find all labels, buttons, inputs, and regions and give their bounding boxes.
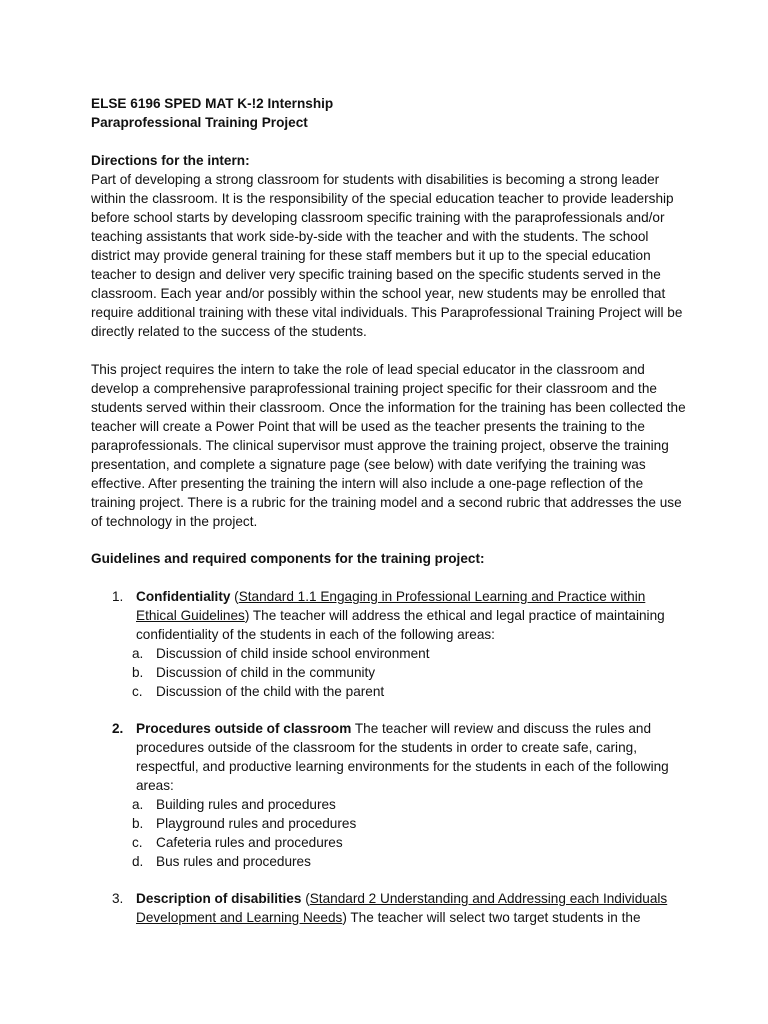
sub-item bbox=[112, 644, 687, 663]
sub-item bbox=[112, 852, 687, 871]
sub-letter: d. bbox=[132, 854, 144, 869]
sub-letter: b. bbox=[132, 816, 144, 831]
standard-open: ( bbox=[301, 891, 310, 906]
item-number: 2. bbox=[112, 721, 124, 736]
sub-text: Cafeteria rules and procedures bbox=[156, 835, 343, 850]
standard-link[interactable]: Standard 1.1 Engaging in Professional Learning and Practice within Ethical Guidelines bbox=[136, 589, 646, 623]
guidelines-heading-block bbox=[91, 549, 691, 568]
item-body: The teacher will review and discuss the rules and procedures outside of the classroom for the students in order to create safe, caring, respectful, and productive learning environments for the students in each of the following areas: bbox=[136, 721, 669, 793]
sub-letter: c. bbox=[132, 835, 143, 850]
sub-text: Bus rules and procedures bbox=[156, 854, 311, 869]
directions-section bbox=[91, 151, 691, 341]
guideline-item-procedures bbox=[112, 719, 687, 871]
guideline-item-confidentiality bbox=[112, 587, 687, 701]
item-body: ) The teacher will address the ethical and legal practice of maintaining confidentiality of the students in each of the following areas: bbox=[136, 608, 665, 642]
directions-paragraph-2: This project requires the intern to take the role of lead special educator in the classroom and develop a comprehensive paraprofessional training project specific for their classroom and the students served within their classroom. Once the information for the training has been collected the teacher will create a Power Point that will be used as the teacher presents the training to the paraprofessionals. The clinical supervisor must approve the training project, observe the training presentation, and complete a signature page (see below) with date verifying the training was effective. After presenting the training the intern will also include a one-page reflection of the training project. There is a rubric for the training model and a second rubric that addresses the use of technology in the project. bbox=[91, 362, 686, 529]
item-title: Procedures outside of classroom bbox=[136, 721, 352, 736]
directions-heading: Directions for the intern: bbox=[91, 153, 250, 168]
directions-paragraph-2-block bbox=[91, 360, 691, 531]
sub-letter: c. bbox=[132, 684, 143, 699]
item-number: 1. bbox=[112, 589, 124, 604]
directions-paragraph-1: Part of developing a strong classroom for students with disabilities is becoming a strong leader within the classroom. It is the responsibility of the special education teacher to provide leadership before school starts by developing classroom specific training with the paraprofessionals and/or teaching assistants that work side-by-side with the teacher and with the students. The school district may provide general training for these staff members but it up to the special education teacher to design and deliver very specific training based on the specific students served in the classroom. Each year and/or possibly within the school year, new students may be enrolled that require additional training with these vital individuals. This Paraprofessional Training Project will be directly related to the success of the students. bbox=[91, 172, 683, 339]
guideline-item-disabilities bbox=[112, 889, 687, 927]
list-item bbox=[112, 587, 687, 644]
item-body: ) The teacher will select two target students in the bbox=[342, 910, 641, 925]
item-title: Confidentiality bbox=[136, 589, 231, 604]
item-title: Description of disabilities bbox=[136, 891, 302, 906]
list-item bbox=[112, 889, 687, 927]
course-title: ELSE 6196 SPED MAT K-!2 Internship bbox=[91, 96, 334, 111]
sub-text: Building rules and procedures bbox=[156, 797, 336, 812]
sub-letter: a. bbox=[132, 797, 144, 812]
sub-item bbox=[112, 682, 687, 701]
sub-text: Discussion of the child with the parent bbox=[156, 684, 385, 699]
sub-item bbox=[112, 795, 687, 814]
list-item bbox=[112, 719, 687, 795]
sub-text: Discussion of child inside school environment bbox=[156, 646, 430, 661]
sub-letter: b. bbox=[132, 665, 144, 680]
sub-text: Playground rules and procedures bbox=[156, 816, 357, 831]
sub-item bbox=[112, 663, 687, 682]
guidelines-heading: Guidelines and required components for the training project: bbox=[91, 551, 485, 566]
sub-text: Discussion of child in the community bbox=[156, 665, 376, 680]
sub-letter: a. bbox=[132, 646, 144, 661]
sub-item bbox=[112, 833, 687, 852]
document-header bbox=[91, 94, 691, 132]
project-title: Paraprofessional Training Project bbox=[91, 115, 308, 130]
standard-link[interactable]: Standard 2 Understanding and Addressing each Individuals Development and Learning Needs bbox=[136, 891, 668, 925]
sub-item bbox=[112, 814, 687, 833]
item-number: 3. bbox=[112, 891, 124, 906]
standard-open: ( bbox=[230, 589, 239, 604]
